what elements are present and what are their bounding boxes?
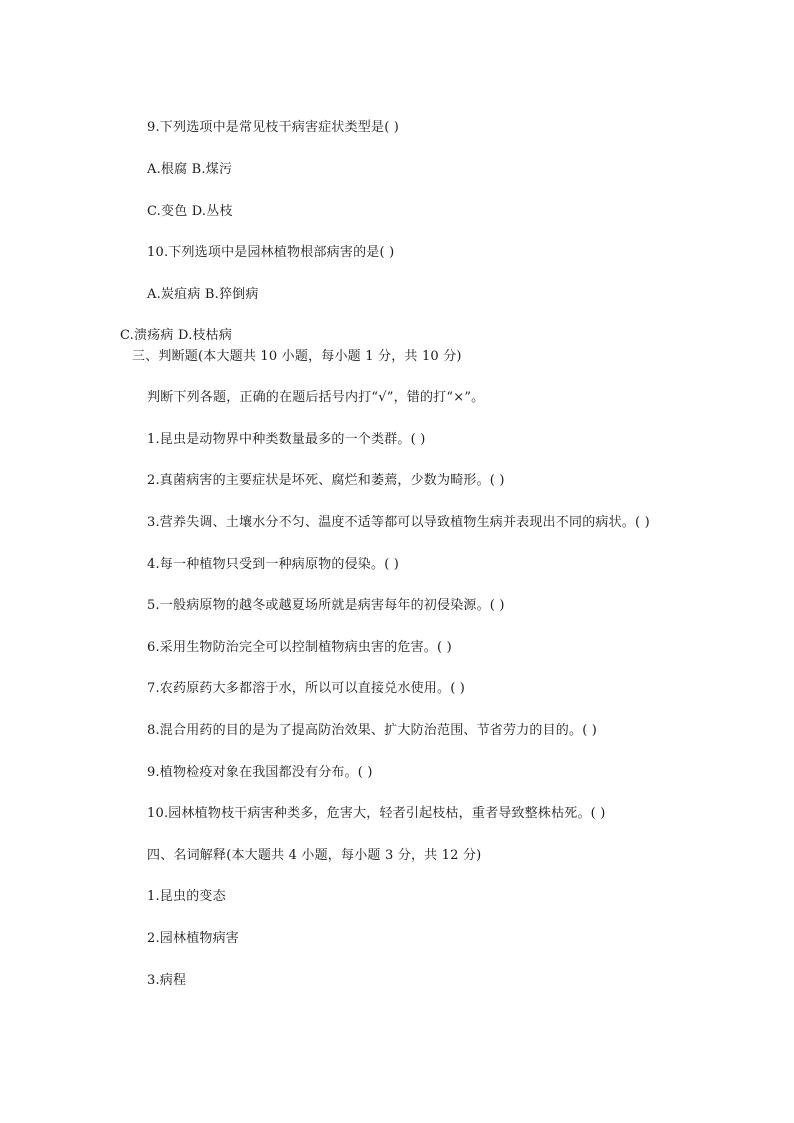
- section-3-heading: 三、判断题(本大题共 10 小题，每小题 1 分，共 10 分): [132, 349, 462, 364]
- question-10-options-ab: A.炭疽病 B.猝倒病: [147, 287, 259, 302]
- term-item-3: 3.病程: [147, 973, 187, 988]
- judgment-item-8: 8.混合用药的目的是为了提高防治效果、扩大防治范围、节省劳力的目的。( ): [147, 723, 598, 738]
- judgment-item-3: 3.营养失调、土壤水分不匀、温度不适等都可以导致植物生病并表现出不同的病状。( ): [147, 515, 650, 530]
- judgment-item-7: 7.农药原药大多都溶于水，所以可以直接兑水使用。( ): [147, 681, 466, 696]
- judgment-item-2: 2.真菌病害的主要症状是坏死、腐烂和萎蔫，少数为畸形。( ): [147, 473, 505, 488]
- section-4-heading: 四、名词解释(本大题共 4 小题，每小题 3 分，共 12 分): [147, 848, 482, 863]
- term-item-1: 1.昆虫的变态: [147, 889, 226, 904]
- term-item-2: 2.园林植物病害: [147, 931, 240, 946]
- question-9-options-cd: C.变色 D.丛枝: [147, 204, 233, 219]
- judgment-item-9: 9.植物检疫对象在我国都没有分布。( ): [147, 765, 373, 780]
- judgment-item-1: 1.昆虫是动物界中种类数量最多的一个类群。( ): [147, 432, 426, 447]
- question-9-options-ab: A.根腐 B.煤污: [147, 162, 233, 177]
- question-10-options-cd: C.溃疡病 D.枝枯病: [120, 328, 233, 343]
- judgment-item-4: 4.每一种植物只受到一种病原物的侵染。( ): [147, 557, 400, 572]
- question-9: 9.下列选项中是常见枝干病害症状类型是( ): [147, 120, 400, 135]
- question-10: 10.下列选项中是园林植物根部病害的是( ): [147, 245, 395, 260]
- judgment-item-10: 10.园林植物枝干病害种类多，危害大，轻者引起枝枯，重者导致整株枯死。( ): [147, 806, 606, 821]
- judgment-item-5: 5.一般病原物的越冬或越夏场所就是病害每年的初侵染源。( ): [147, 598, 505, 613]
- judgment-item-6: 6.采用生物防治完全可以控制植物病虫害的危害。( ): [147, 640, 452, 655]
- section-3-instructions: 判断下列各题，正确的在题后括号内打“√”，错的打“×”。: [147, 390, 485, 405]
